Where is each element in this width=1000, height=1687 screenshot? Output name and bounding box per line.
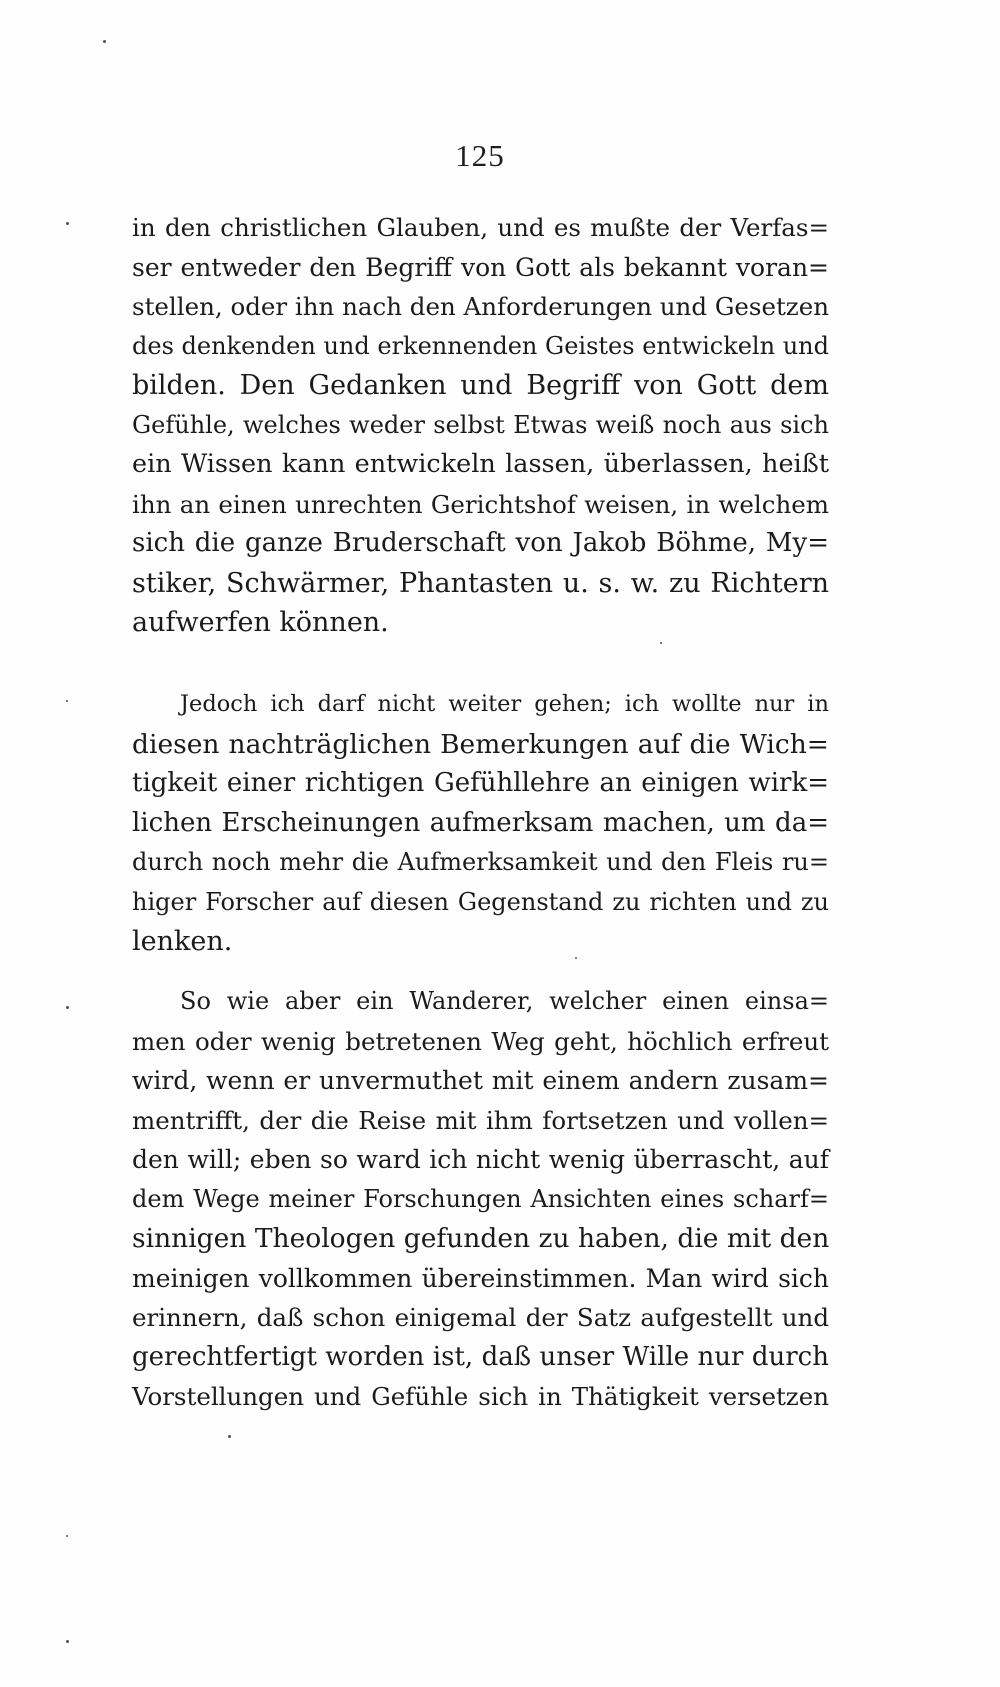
text-line: lenken. (132, 926, 233, 957)
text-line: ein Wissen kann entwickeln lassen, überlassen, heißt (132, 449, 829, 479)
text-line: Jedoch ich darf nicht weiter gehen; ich wollte nur in (180, 691, 829, 717)
text-line: stiker, Schwärmer, Phantasten u. s. w. zu Richtern (132, 567, 829, 599)
paragraph-2 (132, 685, 829, 962)
text-line: des denkenden und erkennenden Geistes entwickeln und (132, 331, 829, 360)
scan-speck (66, 1640, 69, 1643)
scan-speck (103, 40, 106, 43)
text-line: dem Wege meiner Forschungen Ansichten eines scharf= (132, 1184, 829, 1213)
text-line: durch noch mehr die Aufmerksamkeit und den Fleis ru= (132, 848, 829, 876)
text-line: diesen nachträglichen Bemerkungen auf die Wich= (132, 728, 829, 760)
scan-speck (228, 1435, 231, 1438)
text-line: ihn an einen unrechten Gerichtshof weisen, in welchem (132, 489, 829, 519)
scan-speck (66, 1006, 69, 1009)
text-line: stellen, oder ihn nach den Anforderungen und Gesetzen (132, 292, 829, 321)
text-line: sich die ganze Bruderschaft von Jakob Böhme, My= (132, 528, 829, 558)
text-line: erinnern, daß schon einigemal der Satz aufgestellt und (132, 1303, 829, 1332)
text-line: meinigen vollkommen übereinstimmen. Man wird sich (132, 1263, 829, 1293)
text-line: sinnigen Theologen gefunden zu haben, die mit den (132, 1223, 830, 1254)
text-line: ser entweder den Begriff von Gott als bekannt voran= (132, 252, 829, 282)
text-line: Vorstellungen und Gefühle sich in Thätigkeit versetzen (132, 1382, 829, 1411)
text-line: tigkeit einer richtigen Gefühllehre an einigen wirk= (132, 768, 829, 798)
text-line: den will; eben so ward ich nicht wenig überrascht, auf (132, 1145, 829, 1174)
text-line: in den christlichen Glauben, und es mußte der Verfas= (132, 213, 829, 242)
text-line: men oder wenig betretenen Weg geht, höchlich erfreut (132, 1026, 829, 1056)
text-line: mentrifft, der die Reise mit ihm fortsetzen und vollen= (132, 1105, 829, 1135)
text-line: aufwerfen können. (132, 607, 389, 638)
text-line: wird, wenn er unvermuthet mit einem andern zusam= (132, 1066, 829, 1095)
scan-speck (66, 1535, 68, 1537)
page-number: 125 (455, 138, 505, 173)
scan-speck (66, 222, 69, 225)
text-line: Gefühle, welches weder selbst Etwas weiß noch aus sich (132, 410, 829, 439)
text-line: gerechtfertigt worden ist, daß unser Wille nur durch (132, 1341, 829, 1372)
scan-speck (575, 957, 577, 959)
paragraph-1 (132, 208, 829, 643)
scan-speck (660, 642, 662, 644)
scan-speck (66, 700, 68, 702)
text-line: higer Forscher auf diesen Gegenstand zu richten und zu (132, 887, 829, 916)
text-line: bilden. Den Gedanken und Begriff von Gott dem (132, 370, 829, 401)
text-line: lichen Erscheinungen aufmerksam machen, um da= (132, 807, 829, 838)
text-line: So wie aber ein Wanderer, welcher einen einsa= (180, 987, 829, 1015)
paragraph-3 (132, 982, 829, 1417)
